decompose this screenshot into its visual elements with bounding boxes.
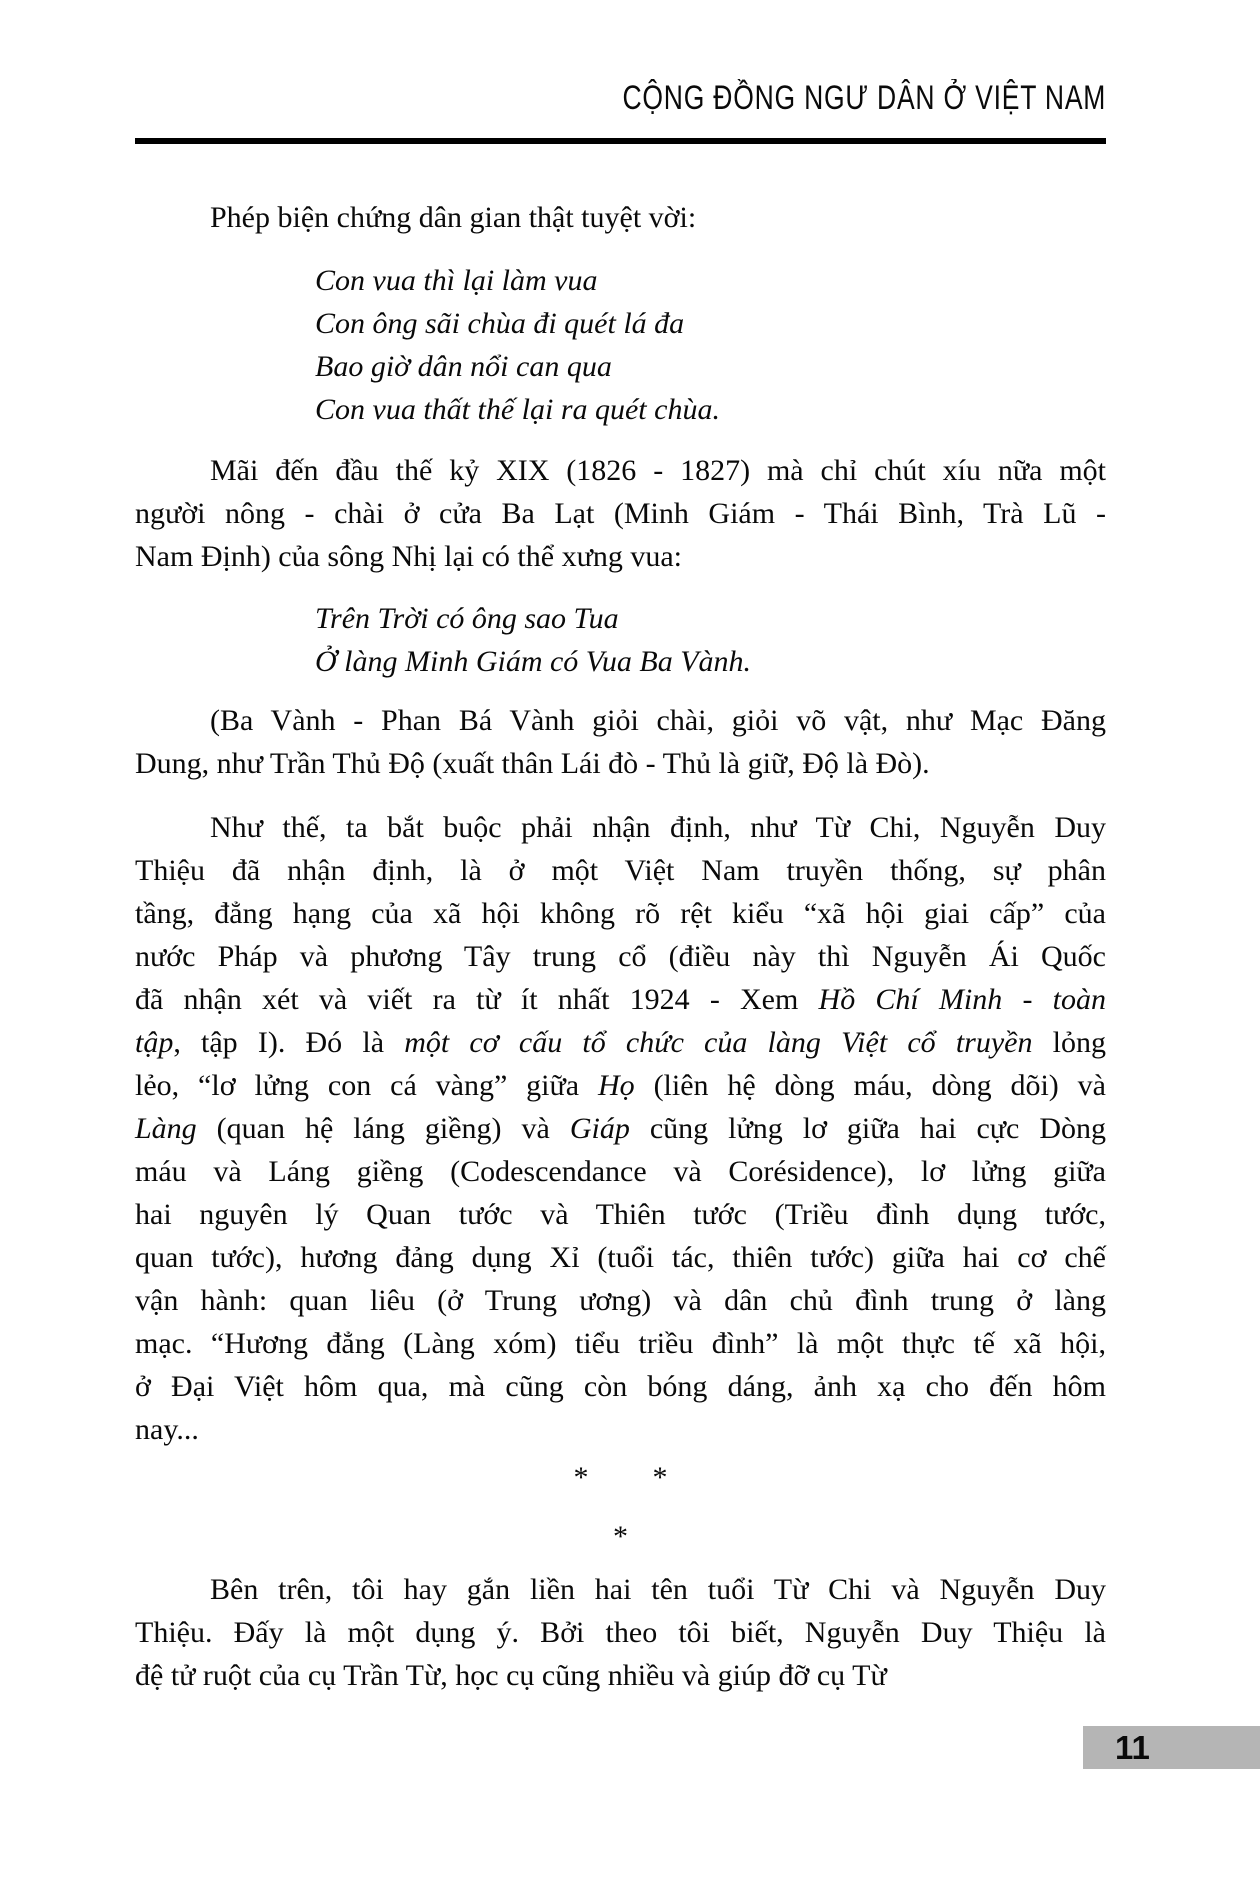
asterisk-glyph: * — [573, 1461, 589, 1494]
text-line — [135, 849, 1106, 892]
text-line — [135, 978, 1106, 1021]
text-segment: hai nguyên lý Quan tước và Thiên tước (Triều đình dụng tước, — [135, 1198, 1106, 1231]
asterisk-glyph: * — [652, 1461, 668, 1494]
header-rule — [135, 138, 1106, 144]
text-segment: Trên Trời có ông sao Tua — [315, 602, 619, 635]
text-line — [135, 1568, 1106, 1611]
text-line — [135, 535, 1106, 578]
separator-row — [135, 1515, 1106, 1558]
text-line — [135, 742, 1106, 785]
text-line — [135, 699, 1106, 742]
text-line — [135, 892, 1106, 935]
text-segment: Ở làng Minh Giám có Vua Ba Vành. — [315, 645, 752, 678]
text-segment: Nam Định) của sông Nhị lại có thể xưng vua: — [135, 540, 682, 573]
text-segment: nước Pháp và phương Tây trung cổ (điều này thì Nguyễn Ái Quốc — [135, 940, 1106, 973]
text-line — [135, 1064, 1106, 1107]
text-segment-italic: tập — [135, 1026, 174, 1059]
asterisk-glyph: * — [613, 1520, 628, 1553]
text-segment: Con vua thì lại làm vua — [315, 264, 598, 297]
text-line — [135, 935, 1106, 978]
page-number-badge — [1083, 1726, 1260, 1769]
text-line — [135, 1193, 1106, 1236]
text-segment: Như thế, ta bắt buộc phải nhận định, như Từ Chi, Nguyễn Duy — [210, 811, 1106, 844]
text-segment: Con vua thất thế lại ra quét chùa. — [315, 393, 720, 426]
text-segment: Bao giờ dân nổi can qua — [315, 350, 612, 383]
separator-row — [135, 1456, 1106, 1499]
text-line — [135, 1236, 1106, 1279]
text-segment-italic: Họ — [579, 1069, 635, 1102]
text-segment-italic: Hồ Chí Minh - toàn — [798, 983, 1106, 1016]
text-segment: (quan hệ láng giềng) và — [196, 1112, 550, 1145]
running-header-title: CỘNG ĐỒNG NGƯ DÂN Ở VIỆT NAM — [622, 79, 1106, 117]
text-line — [315, 302, 1106, 345]
text-line — [315, 259, 1106, 302]
text-line — [315, 640, 1106, 683]
text-line — [135, 1365, 1106, 1408]
text-line — [135, 1150, 1106, 1193]
text-segment: Dung, như Trần Thủ Độ (xuất thân Lái đò - Thủ là giữ, Độ là Đò). — [135, 747, 930, 780]
text-segment-italic: Giáp — [549, 1112, 630, 1145]
text-segment: đệ tử ruột của cụ Trần Từ, học cụ cũng nhiều và giúp đỡ cụ Từ — [135, 1659, 887, 1692]
running-header — [135, 80, 1106, 116]
text-segment: Mãi đến đầu thế kỷ XIX (1826 - 1827) mà chỉ chút xíu nữa một — [210, 454, 1106, 487]
text-line — [135, 1654, 1106, 1697]
text-segment: mạc. “Hương đẳng (Làng xóm) tiểu triều đình” là một thực tế xã hội, — [135, 1327, 1106, 1360]
text-line — [135, 1408, 1106, 1451]
text-segment: quan tước), hương đảng dụng Xỉ (tuổi tác, thiên tước) giữa hai cơ chế — [135, 1241, 1106, 1274]
text-line — [135, 492, 1106, 535]
text-segment: nay... — [135, 1413, 199, 1446]
text-segment: , tập I). Đó là — [173, 1026, 385, 1059]
text-line — [135, 1021, 1106, 1064]
text-segment: vận hành: quan liêu (ở Trung ương) và dân chủ đình trung ở làng — [135, 1284, 1106, 1317]
text-line — [315, 597, 1106, 640]
paragraph — [135, 1568, 1106, 1697]
text-blocks — [135, 196, 1106, 1697]
paragraph — [135, 806, 1106, 1451]
text-line — [135, 449, 1106, 492]
paragraph — [135, 699, 1106, 785]
text-segment: Thiệu. Đấy là một dụng ý. Bởi theo tôi biết, Nguyễn Duy Thiệu là — [135, 1616, 1106, 1649]
text-line — [135, 196, 1106, 239]
page-content — [135, 0, 1106, 1697]
text-line — [315, 345, 1106, 388]
text-segment: tầng, đẳng hạng của xã hội không rõ rệt kiểu “xã hội giai cấp” của — [135, 897, 1106, 930]
text-segment: cũng lửng lơ giữa hai cực Dòng — [629, 1112, 1107, 1145]
text-segment: đã nhận xét và viết ra từ ít nhất 1924 - Xem — [135, 983, 799, 1016]
text-segment: lẻo, “lơ lửng con cá vàng” giữa — [135, 1069, 580, 1102]
text-segment: lỏng — [1032, 1026, 1106, 1059]
text-line — [135, 1107, 1106, 1150]
paragraph — [135, 449, 1106, 578]
text-segment: ở Đại Việt hôm qua, mà cũng còn bóng dáng, ảnh xạ cho đến hôm — [135, 1370, 1106, 1403]
text-segment: máu và Láng giềng (Codescendance và Corésidence), lơ lửng giữa — [135, 1155, 1106, 1188]
text-segment: (liên hệ dòng máu, dòng dõi) và — [634, 1069, 1106, 1102]
text-segment: Bên trên, tôi hay gắn liền hai tên tuổi Từ Chi và Nguyễn Duy — [210, 1573, 1106, 1606]
text-segment: Con ông sãi chùa đi quét lá đa — [315, 307, 685, 340]
text-line — [135, 806, 1106, 849]
text-segment: người nông - chài ở cửa Ba Lạt (Minh Giám - Thái Bình, Trà Lũ - — [135, 497, 1106, 530]
text-segment-italic: Làng — [135, 1112, 197, 1145]
text-segment: Phép biện chứng dân gian thật tuyệt vời: — [210, 201, 697, 234]
text-line — [315, 388, 1106, 431]
paragraph — [135, 196, 1106, 239]
verse-block — [135, 597, 1106, 683]
section-separator — [135, 1456, 1106, 1558]
text-segment-italic: một cơ cấu tổ chức của làng Việt cổ truyền — [384, 1026, 1033, 1059]
text-line — [135, 1322, 1106, 1365]
text-line — [135, 1279, 1106, 1322]
page-number: 11 — [1115, 1728, 1150, 1766]
text-segment: (Ba Vành - Phan Bá Vành giỏi chài, giỏi võ vật, như Mạc Đăng — [210, 704, 1106, 737]
text-line — [135, 1611, 1106, 1654]
verse-block — [135, 259, 1106, 431]
text-segment: Thiệu đã nhận định, là ở một Việt Nam truyền thống, sự phân — [135, 854, 1106, 887]
